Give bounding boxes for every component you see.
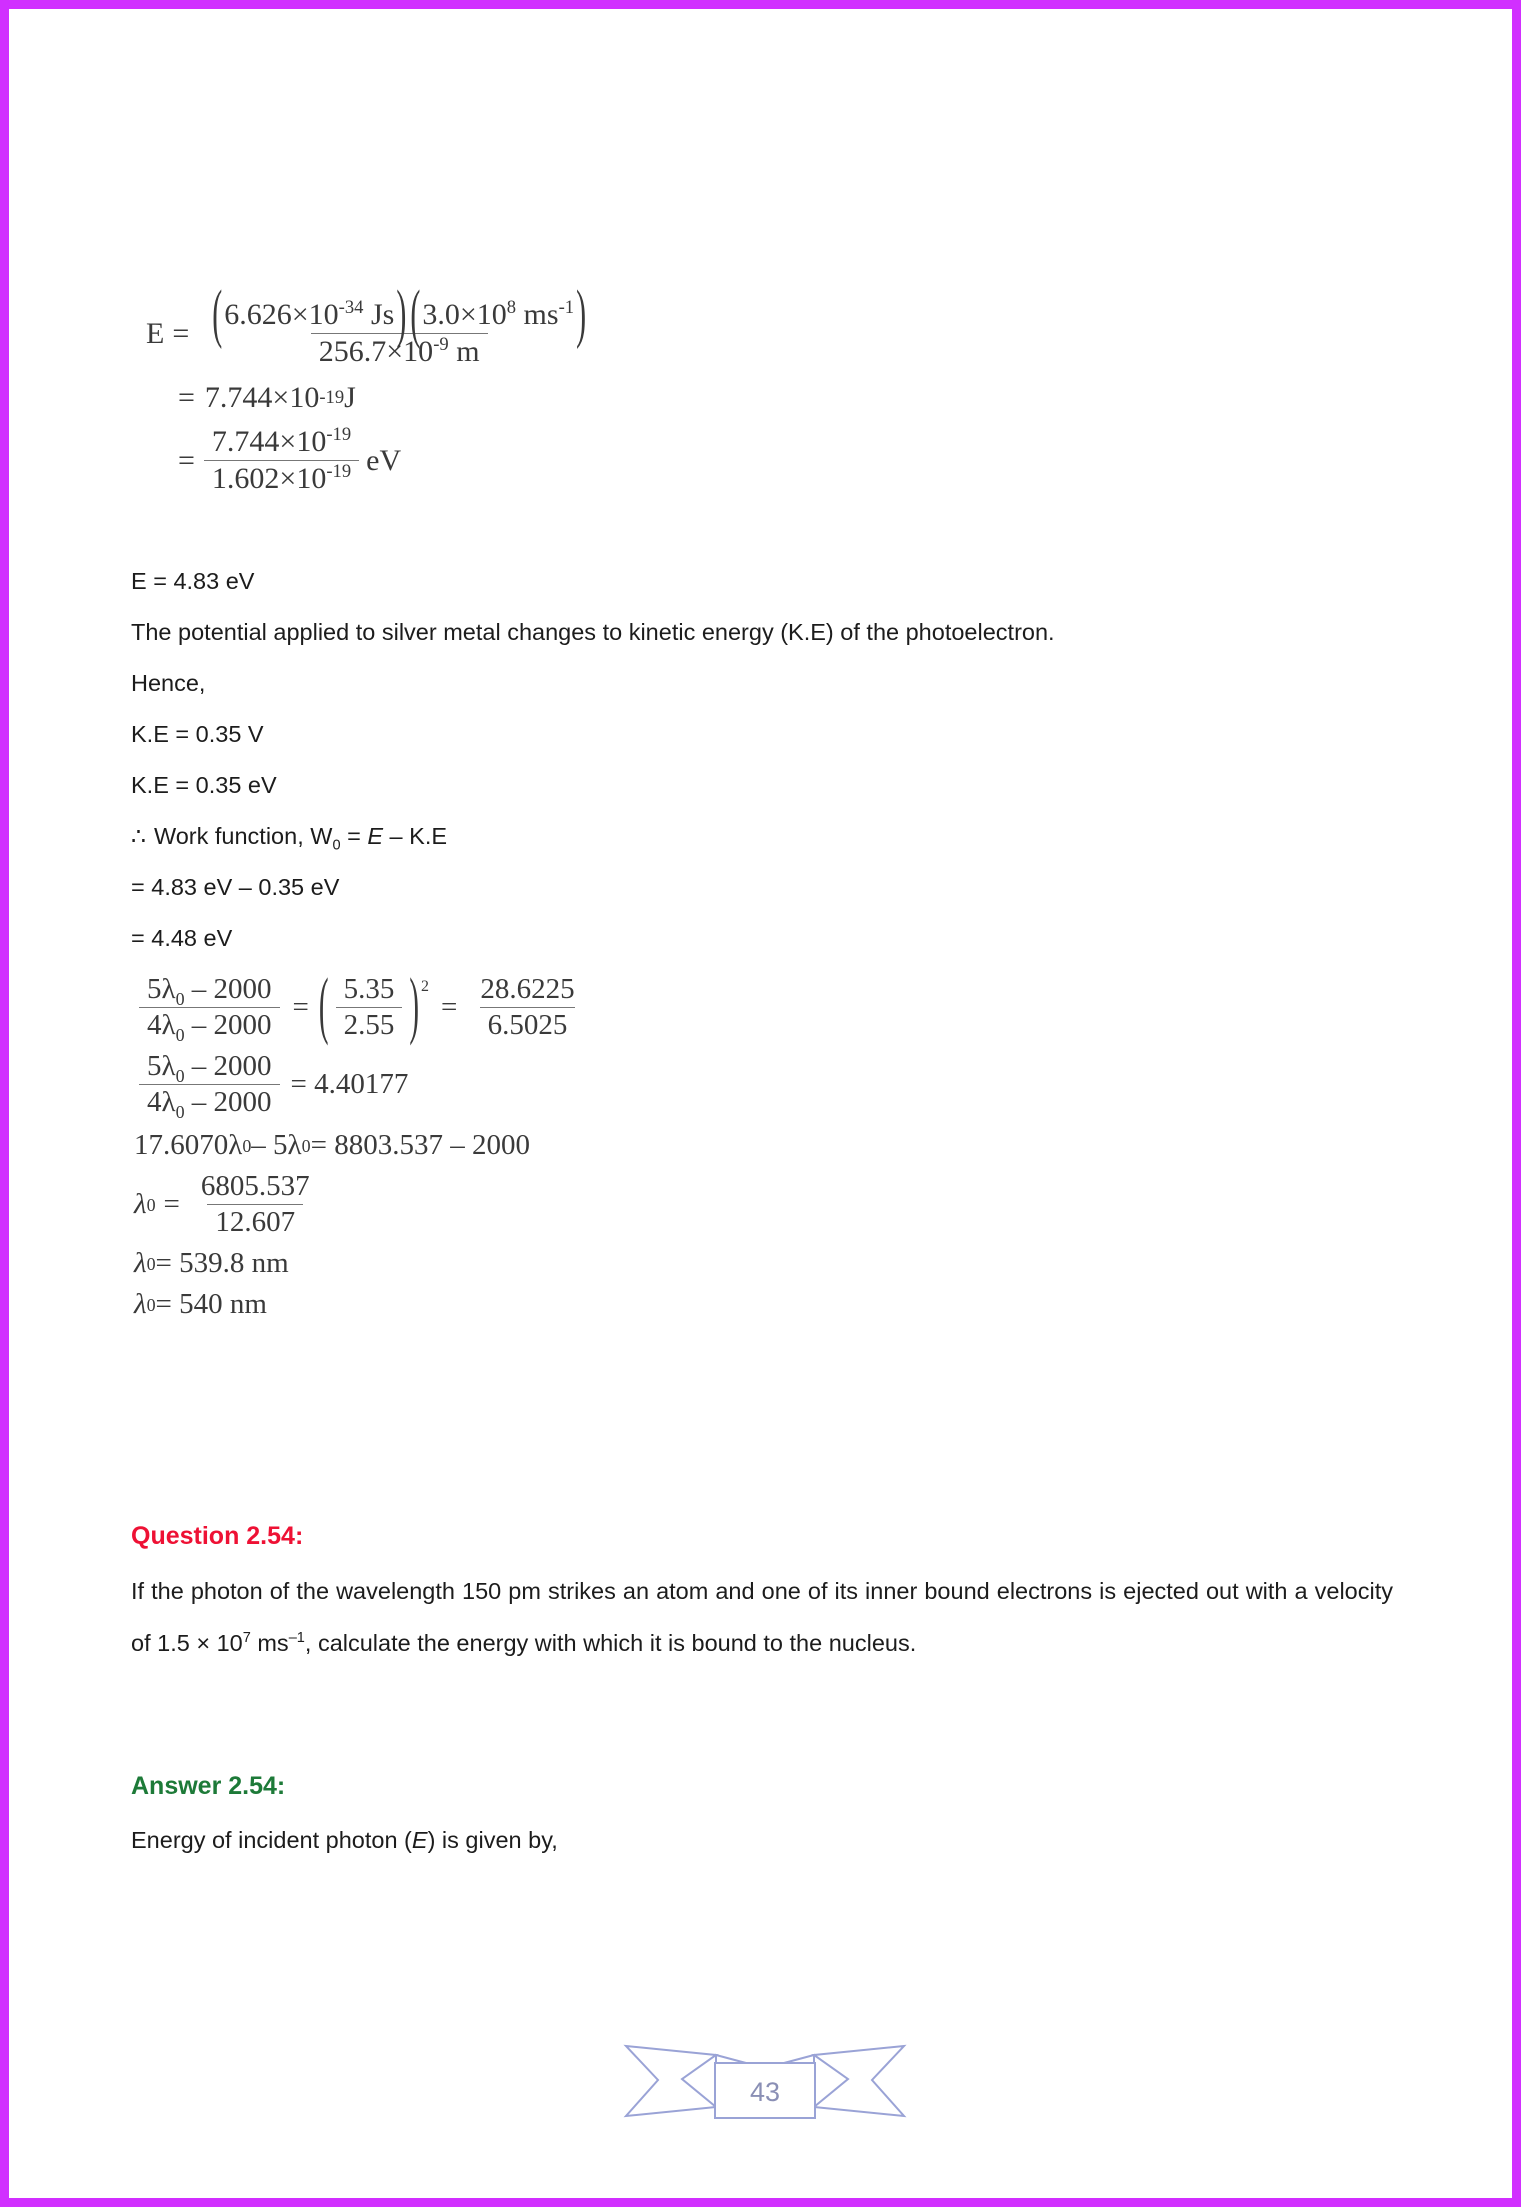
- solution-line-subtraction: = 4.83 eV – 0.35 eV: [131, 874, 340, 900]
- paren-open-1: (: [212, 277, 223, 351]
- denominator-unit: m: [448, 335, 480, 368]
- line3-num-exponent: -19: [326, 424, 352, 445]
- denominator-term: 256.7×10: [318, 335, 434, 368]
- r2-result: = 4.40177: [290, 1068, 409, 1100]
- equation-energy-equals: =: [172, 316, 190, 350]
- paren-close-1: ): [396, 277, 407, 351]
- work-function-subscript: 0: [332, 837, 341, 854]
- r4-numerator: 6805.537: [200, 1170, 310, 1202]
- answer-text: [131, 1815, 1393, 1866]
- numerator-term-2-exponent: 8: [506, 297, 517, 318]
- equation-energy-line3: [178, 424, 601, 495]
- r2-numerator: [139, 1052, 280, 1084]
- r2-den-subscript: 0: [175, 1101, 185, 1122]
- r1-num-subscript: 0: [175, 988, 185, 1009]
- r2-fraction: [139, 1050, 280, 1122]
- r6-value: = 540 nm: [155, 1288, 267, 1320]
- numerator-term-1: 6.626×10: [224, 298, 339, 331]
- numerator-term-1-unit: Js: [363, 298, 395, 331]
- question-section: [131, 1522, 1393, 1669]
- equation-lambda-block: [134, 964, 588, 1320]
- r1-inner-denominator: 2.55: [336, 1007, 403, 1040]
- lambda-ratio-denominator: [139, 1007, 280, 1045]
- solution-text-block: [131, 556, 1401, 964]
- r1-den-tail: – 2000: [184, 1009, 272, 1041]
- equation-energy-line3-fraction: [204, 424, 359, 495]
- numerator-term-1-exponent: -34: [338, 297, 364, 318]
- equation-lambda-row1: [134, 964, 588, 1048]
- r1-rhs-denominator: 6.5025: [480, 1007, 576, 1040]
- equation-lambda-row5: λ 0 = 539.8 nm: [134, 1247, 289, 1279]
- line3-den-exponent: -19: [326, 461, 352, 482]
- lambda-ratio-numerator: [139, 975, 280, 1007]
- solution-line-potential: The potential applied to silver metal changes to kinetic energy (K.E) of the photoelectron.: [131, 619, 1055, 645]
- solution-line-hence: Hence,: [131, 670, 206, 696]
- r2-num-tail: – 2000: [184, 1050, 272, 1082]
- page-number-ribbon: [620, 2030, 910, 2120]
- answer-text-suffix: ) is given by,: [427, 1827, 558, 1853]
- work-function-energy-symbol: E: [367, 823, 384, 849]
- r5-lambda: λ: [134, 1247, 147, 1279]
- numerator-term-2: 3.0×10: [422, 298, 507, 331]
- r1-den-term: 4λ: [147, 1009, 176, 1041]
- equation-energy-line3-equals: =: [178, 443, 195, 477]
- r3-middle: – 5λ: [251, 1129, 302, 1161]
- work-function-minus-ke: – K.E: [383, 823, 448, 849]
- numerator-term-2-unit-exponent: -1: [558, 297, 575, 318]
- r2-num-subscript: 0: [175, 1065, 185, 1086]
- equation-energy-line2-equals: =: [178, 381, 195, 414]
- r2-den-term: 4λ: [147, 1086, 176, 1118]
- equation-energy-numerator: [202, 277, 596, 351]
- equation-energy-lhs: E: [146, 316, 165, 350]
- paren-open-2: (: [410, 277, 421, 351]
- r2-den-tail: – 2000: [184, 1086, 272, 1118]
- r1-rhs-numerator: 28.6225: [480, 973, 575, 1005]
- answer-energy-symbol: E: [411, 1827, 428, 1853]
- solution-line-result: = 4.48 eV: [131, 925, 233, 951]
- r1-paren-close: ): [409, 964, 419, 1048]
- r5-value: = 539.8 nm: [155, 1247, 289, 1279]
- r2-num-term: 5λ: [147, 1050, 176, 1082]
- work-function-label: Work function, W: [153, 823, 333, 849]
- question-text-exponent-2: –1: [288, 1630, 305, 1647]
- therefore-symbol: ∴: [131, 823, 146, 849]
- equation-lambda-row6: λ 0 = 540 nm: [134, 1288, 267, 1320]
- r1-paren-open: (: [318, 964, 329, 1048]
- answer-text-prefix: Energy of incident photon (: [131, 1827, 412, 1853]
- equation-energy-line3-unit: eV: [366, 443, 402, 477]
- equation-energy-line1: [146, 277, 601, 368]
- solution-line-energy: E = 4.83 eV: [131, 568, 255, 594]
- lambda-ratio-fraction: [139, 973, 280, 1045]
- r1-inner-numerator: 5.35: [343, 973, 395, 1005]
- equation-energy-line3-denominator: [204, 460, 359, 494]
- r1-power-exponent: 2: [421, 978, 429, 995]
- r2-denominator: [139, 1084, 280, 1122]
- equation-energy-line2-value: 7.744×10: [204, 381, 320, 414]
- question-text: [131, 1565, 1393, 1669]
- r1-rhs-fraction: [472, 975, 582, 1040]
- equation-lambda-row3: 17.6070λ 0 – 5λ 0 = 8803.537 – 2000: [134, 1129, 530, 1161]
- r3-coefficient: 17.6070λ: [134, 1129, 243, 1161]
- denominator-exponent: -9: [433, 334, 449, 355]
- work-function-equals: =: [340, 823, 368, 849]
- r4-denominator: 12.607: [207, 1204, 303, 1237]
- question-text-part2: ms: [250, 1630, 289, 1656]
- r1-equals-2: =: [440, 991, 458, 1023]
- equation-energy-line3-numerator: [204, 424, 359, 460]
- equation-energy-line2: = 7.744×10 -19 J: [178, 381, 356, 414]
- r1-den-subscript: 0: [175, 1024, 185, 1045]
- r1-inner-fraction: [336, 975, 403, 1040]
- paren-close-2: ): [576, 277, 587, 351]
- r1-num-tail: – 2000: [184, 973, 272, 1005]
- answer-heading: Answer 2.54:: [131, 1772, 286, 1800]
- page-number: 43: [749, 2077, 781, 2107]
- answer-section: [131, 1772, 1393, 1866]
- equation-lambda-row2: [134, 1050, 588, 1122]
- r1-equals-1: =: [292, 991, 309, 1023]
- equation-energy-block: [146, 277, 601, 495]
- solution-line-work-function: [131, 811, 1401, 862]
- question-text-exponent-1: 7: [242, 1630, 251, 1647]
- r3-tail: = 8803.537 – 2000: [310, 1129, 530, 1161]
- question-text-part3: , calculate the energy with which it is bound to the nucleus.: [304, 1630, 917, 1656]
- r4-lambda: λ: [134, 1188, 147, 1220]
- line3-num-term: 7.744×10: [211, 425, 327, 458]
- equation-energy-fraction: [202, 277, 596, 368]
- line3-den-term: 1.602×10: [211, 462, 327, 495]
- equation-lambda-row4: λ 0 = $\frac{6805.537}{12.607}$: [134, 1172, 588, 1237]
- numerator-term-2-unit: ms: [516, 298, 559, 331]
- solution-line-ke-volts: K.E = 0.35 V: [131, 721, 264, 747]
- r4-equals: =: [163, 1188, 180, 1220]
- equation-energy-line2-unit: J: [344, 381, 356, 414]
- question-text-part1: If the photon of the wavelength 150 pm strikes an atom and one of its inner bound electrons is ejected out with a velocity of 1.5 × 10: [131, 1578, 1393, 1656]
- solution-line-ke-ev: K.E = 0.35 eV: [131, 772, 277, 798]
- r6-lambda: λ: [134, 1288, 147, 1320]
- question-heading: Question 2.54:: [131, 1522, 304, 1550]
- r1-num-term: 5λ: [147, 973, 176, 1005]
- r4-fraction: [193, 1172, 318, 1237]
